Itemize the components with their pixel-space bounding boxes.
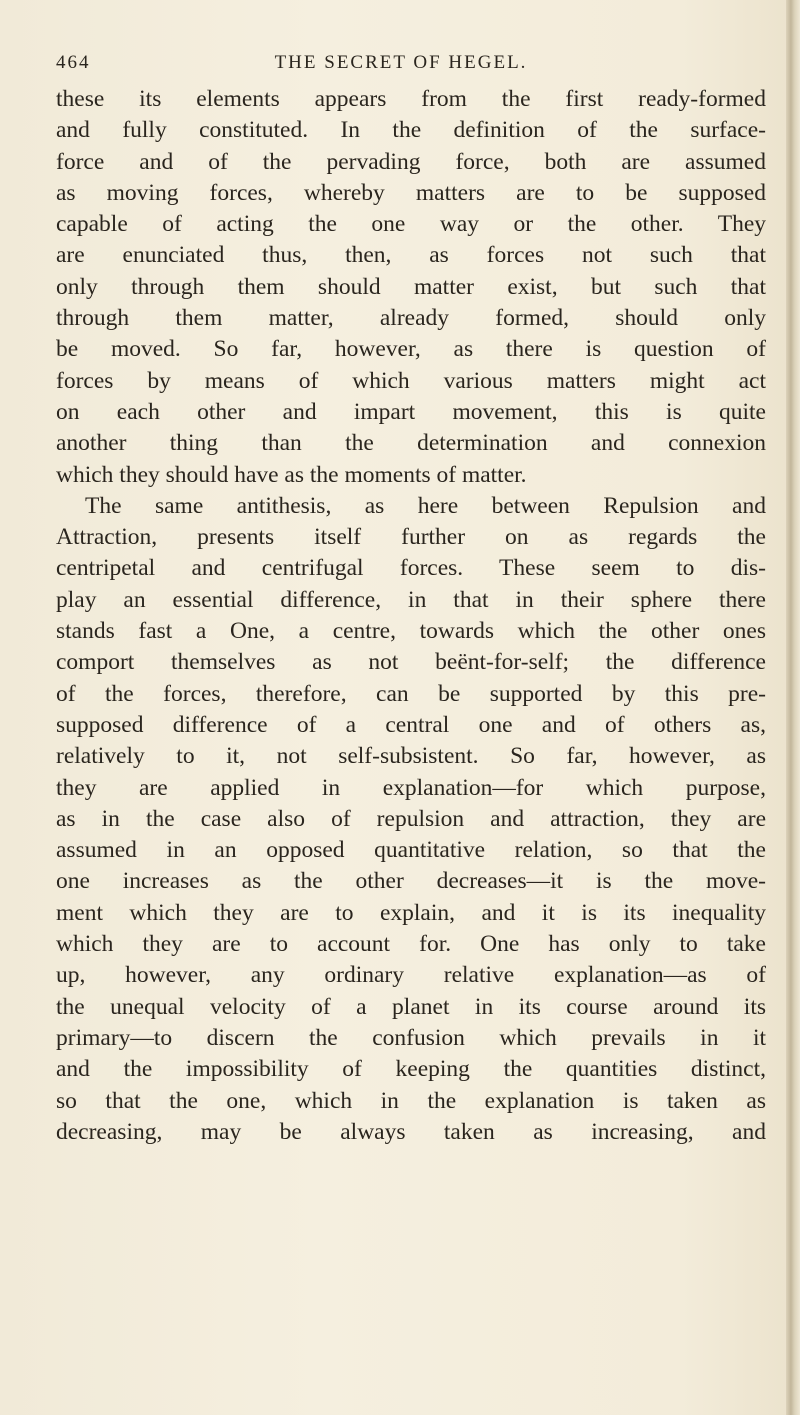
running-title: THE SECRET OF HEGEL. (274, 52, 528, 73)
text-line: so that the one, which in the explanation is taken as (56, 1087, 766, 1114)
text-line: and the impossibility of keeping the quantities distinct, (56, 1056, 766, 1083)
text-line: which they should have as the moments of matter. (56, 461, 527, 488)
text-line: primary—to discern the confusion which prevails in it (56, 1024, 766, 1051)
text-line: one increases as the other decreases—it is the move- (56, 868, 766, 895)
text-line: force and of the pervading force, both are assumed (56, 148, 766, 175)
text-line: as in the case also of repulsion and attraction, they are (56, 805, 766, 832)
text-line: the unequal velocity of a planet in its course around its (56, 993, 766, 1020)
text-line: another thing than the determination and connexion (56, 430, 766, 457)
text-line: of the forces, therefore, can be supported by this pre- (56, 680, 766, 707)
text-line: these its elements appears from the first ready-formed (56, 86, 766, 112)
page-edge (786, 0, 800, 1415)
text-line: comport themselves as not beënt-for-self; the difference (56, 649, 766, 676)
text-line: relatively to it, not self-subsistent. So far, however, as (56, 743, 766, 770)
running-head (56, 52, 746, 78)
text-line: play an essential difference, in that in their sphere there (56, 586, 766, 613)
text-line: only through them should matter exist, but such that (56, 273, 766, 300)
text-line: be moved. So far, however, as there is question of (56, 336, 766, 363)
text-line: assumed in an opposed quantitative relation, so that the (56, 837, 766, 864)
text-line: which they are to account for. One has only to take (56, 931, 766, 958)
text-line: Attraction, presents itself further on as regards the (56, 524, 766, 551)
text-line: capable of acting the one way or the other. They (56, 211, 766, 238)
text-line: as moving forces, whereby matters are to be supposed (56, 179, 766, 206)
text-line: through them matter, already formed, should only (56, 305, 766, 332)
text-line: The same antithesis, as here between Repulsion and (85, 492, 766, 519)
text-line: decreasing, may be always taken as increasing, and (56, 1118, 766, 1145)
text-line: ment which they are to explain, and it is its inequality (56, 899, 766, 926)
text-line: they are applied in explanation—for which purpose, (56, 774, 766, 801)
text-line: centripetal and centrifugal forces. These seem to dis- (56, 555, 766, 582)
text-line: up, however, any ordinary relative explanation—as of (56, 962, 766, 989)
text-line: and fully constituted. In the definition of the surface- (56, 117, 766, 144)
text-line: on each other and impart movement, this is quite (56, 398, 766, 425)
text-line: stands fast a One, a centre, towards which the other ones (56, 618, 766, 645)
text-line: supposed difference of a central one and of others as, (56, 711, 766, 738)
text-line: are enunciated thus, then, as forces not such that (56, 242, 766, 269)
text-line: forces by means of which various matters might act (56, 367, 766, 394)
body-text (56, 84, 766, 1148)
page-number: 464 (56, 52, 91, 73)
